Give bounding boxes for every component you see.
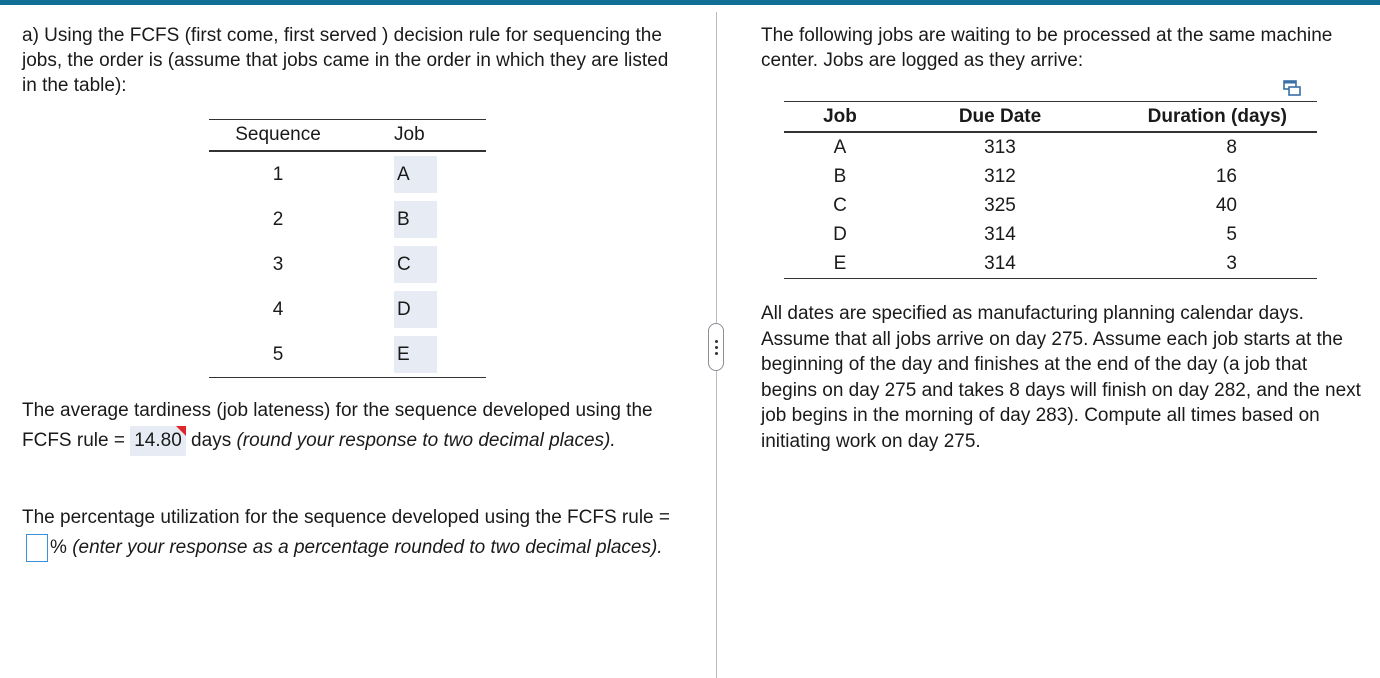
job-header: Job bbox=[347, 120, 486, 152]
sequence-number: 2 bbox=[272, 208, 284, 230]
duration-cell: 8 bbox=[1226, 136, 1237, 158]
table-row bbox=[209, 197, 486, 242]
duration-cell: 16 bbox=[1215, 165, 1237, 187]
table-row bbox=[784, 191, 1317, 220]
utilization-prefix: The percentage utilization for the sequence developed using the FCFS rule = bbox=[22, 507, 670, 528]
due-date-cell: 312 bbox=[984, 165, 1016, 187]
jobs-table bbox=[784, 101, 1317, 279]
job-answer-cell[interactable]: E bbox=[394, 336, 437, 373]
sequence-number: 4 bbox=[272, 298, 284, 320]
job-answer-cell[interactable]: B bbox=[394, 201, 437, 238]
tardiness-answer[interactable]: 14.80 bbox=[130, 426, 186, 456]
top-accent-bar bbox=[0, 0, 1380, 5]
table-row bbox=[209, 287, 486, 332]
job-cell: E bbox=[784, 249, 896, 279]
part-a-intro: a) Using the FCFS (first come, first served ) decision rule for sequencing the jobs, the order is (assume that jobs came in the order in which they are listed in the table): bbox=[22, 25, 669, 96]
job-column-header: Job bbox=[784, 102, 896, 133]
table-row bbox=[209, 242, 486, 287]
job-cell: D bbox=[833, 223, 847, 245]
sequence-table bbox=[209, 119, 486, 378]
duration-cell: 40 bbox=[1215, 194, 1237, 216]
tardiness-prefix: The average tardiness (job lateness) for the sequence developed using the FCFS rule = bbox=[22, 400, 653, 451]
job-answer-cell[interactable]: A bbox=[394, 156, 437, 193]
tardiness-question bbox=[22, 396, 672, 456]
table-row bbox=[784, 132, 1317, 162]
table-row bbox=[784, 249, 1317, 279]
due-date-cell: 325 bbox=[984, 194, 1016, 216]
table-row bbox=[784, 220, 1317, 249]
resize-handle[interactable] bbox=[708, 323, 724, 371]
duration-cell: 3 bbox=[1104, 249, 1317, 279]
due-date-cell: 313 bbox=[984, 136, 1016, 158]
utilization-input[interactable] bbox=[26, 534, 48, 562]
utilization-question bbox=[22, 503, 682, 563]
duration-cell: 5 bbox=[1226, 223, 1237, 245]
job-answer-cell[interactable]: D bbox=[394, 291, 437, 328]
due-date-cell: 314 bbox=[984, 223, 1016, 245]
job-cell: A bbox=[833, 136, 847, 158]
question-pane bbox=[22, 23, 682, 558]
problem-intro: The following jobs are waiting to be processed at the same machine center. Jobs are logged as they arrive: bbox=[761, 25, 1333, 71]
sequence-number: 3 bbox=[272, 253, 284, 275]
due-date-column-header: Due Date bbox=[896, 102, 1104, 133]
due-date-cell: 314 bbox=[896, 249, 1104, 279]
tardiness-hint: (round your response to two decimal places). bbox=[236, 430, 616, 451]
sequence-number: 5 bbox=[209, 332, 347, 378]
job-answer-cell[interactable]: C bbox=[394, 246, 437, 283]
sequence-header: Sequence bbox=[209, 120, 347, 152]
sequence-number: 1 bbox=[272, 163, 284, 185]
duration-column-header: Duration (days) bbox=[1104, 102, 1317, 133]
utilization-unit: % bbox=[50, 537, 73, 558]
job-cell: B bbox=[833, 165, 847, 187]
table-row bbox=[209, 332, 486, 378]
tardiness-unit: days bbox=[185, 430, 237, 451]
table-row bbox=[784, 162, 1317, 191]
problem-pane bbox=[761, 23, 1361, 73]
copy-table-icon[interactable] bbox=[1283, 80, 1301, 96]
job-cell: C bbox=[833, 194, 847, 216]
table-row bbox=[209, 151, 486, 197]
problem-assumptions: All dates are specified as manufacturing planning calendar days. Assume that all jobs arrive on day 275. Assume each job starts at the beginning of the day and finishes at the end of the day (a job that begins on day 275 and takes 8 days will finish on day 282, and the next job begins in the morning of day 283). Compute all times based on initiating work on day 275. bbox=[761, 303, 1361, 452]
more-dots-icon bbox=[715, 340, 718, 343]
utilization-hint: (enter your response as a percentage rounded to two decimal places). bbox=[72, 537, 663, 558]
